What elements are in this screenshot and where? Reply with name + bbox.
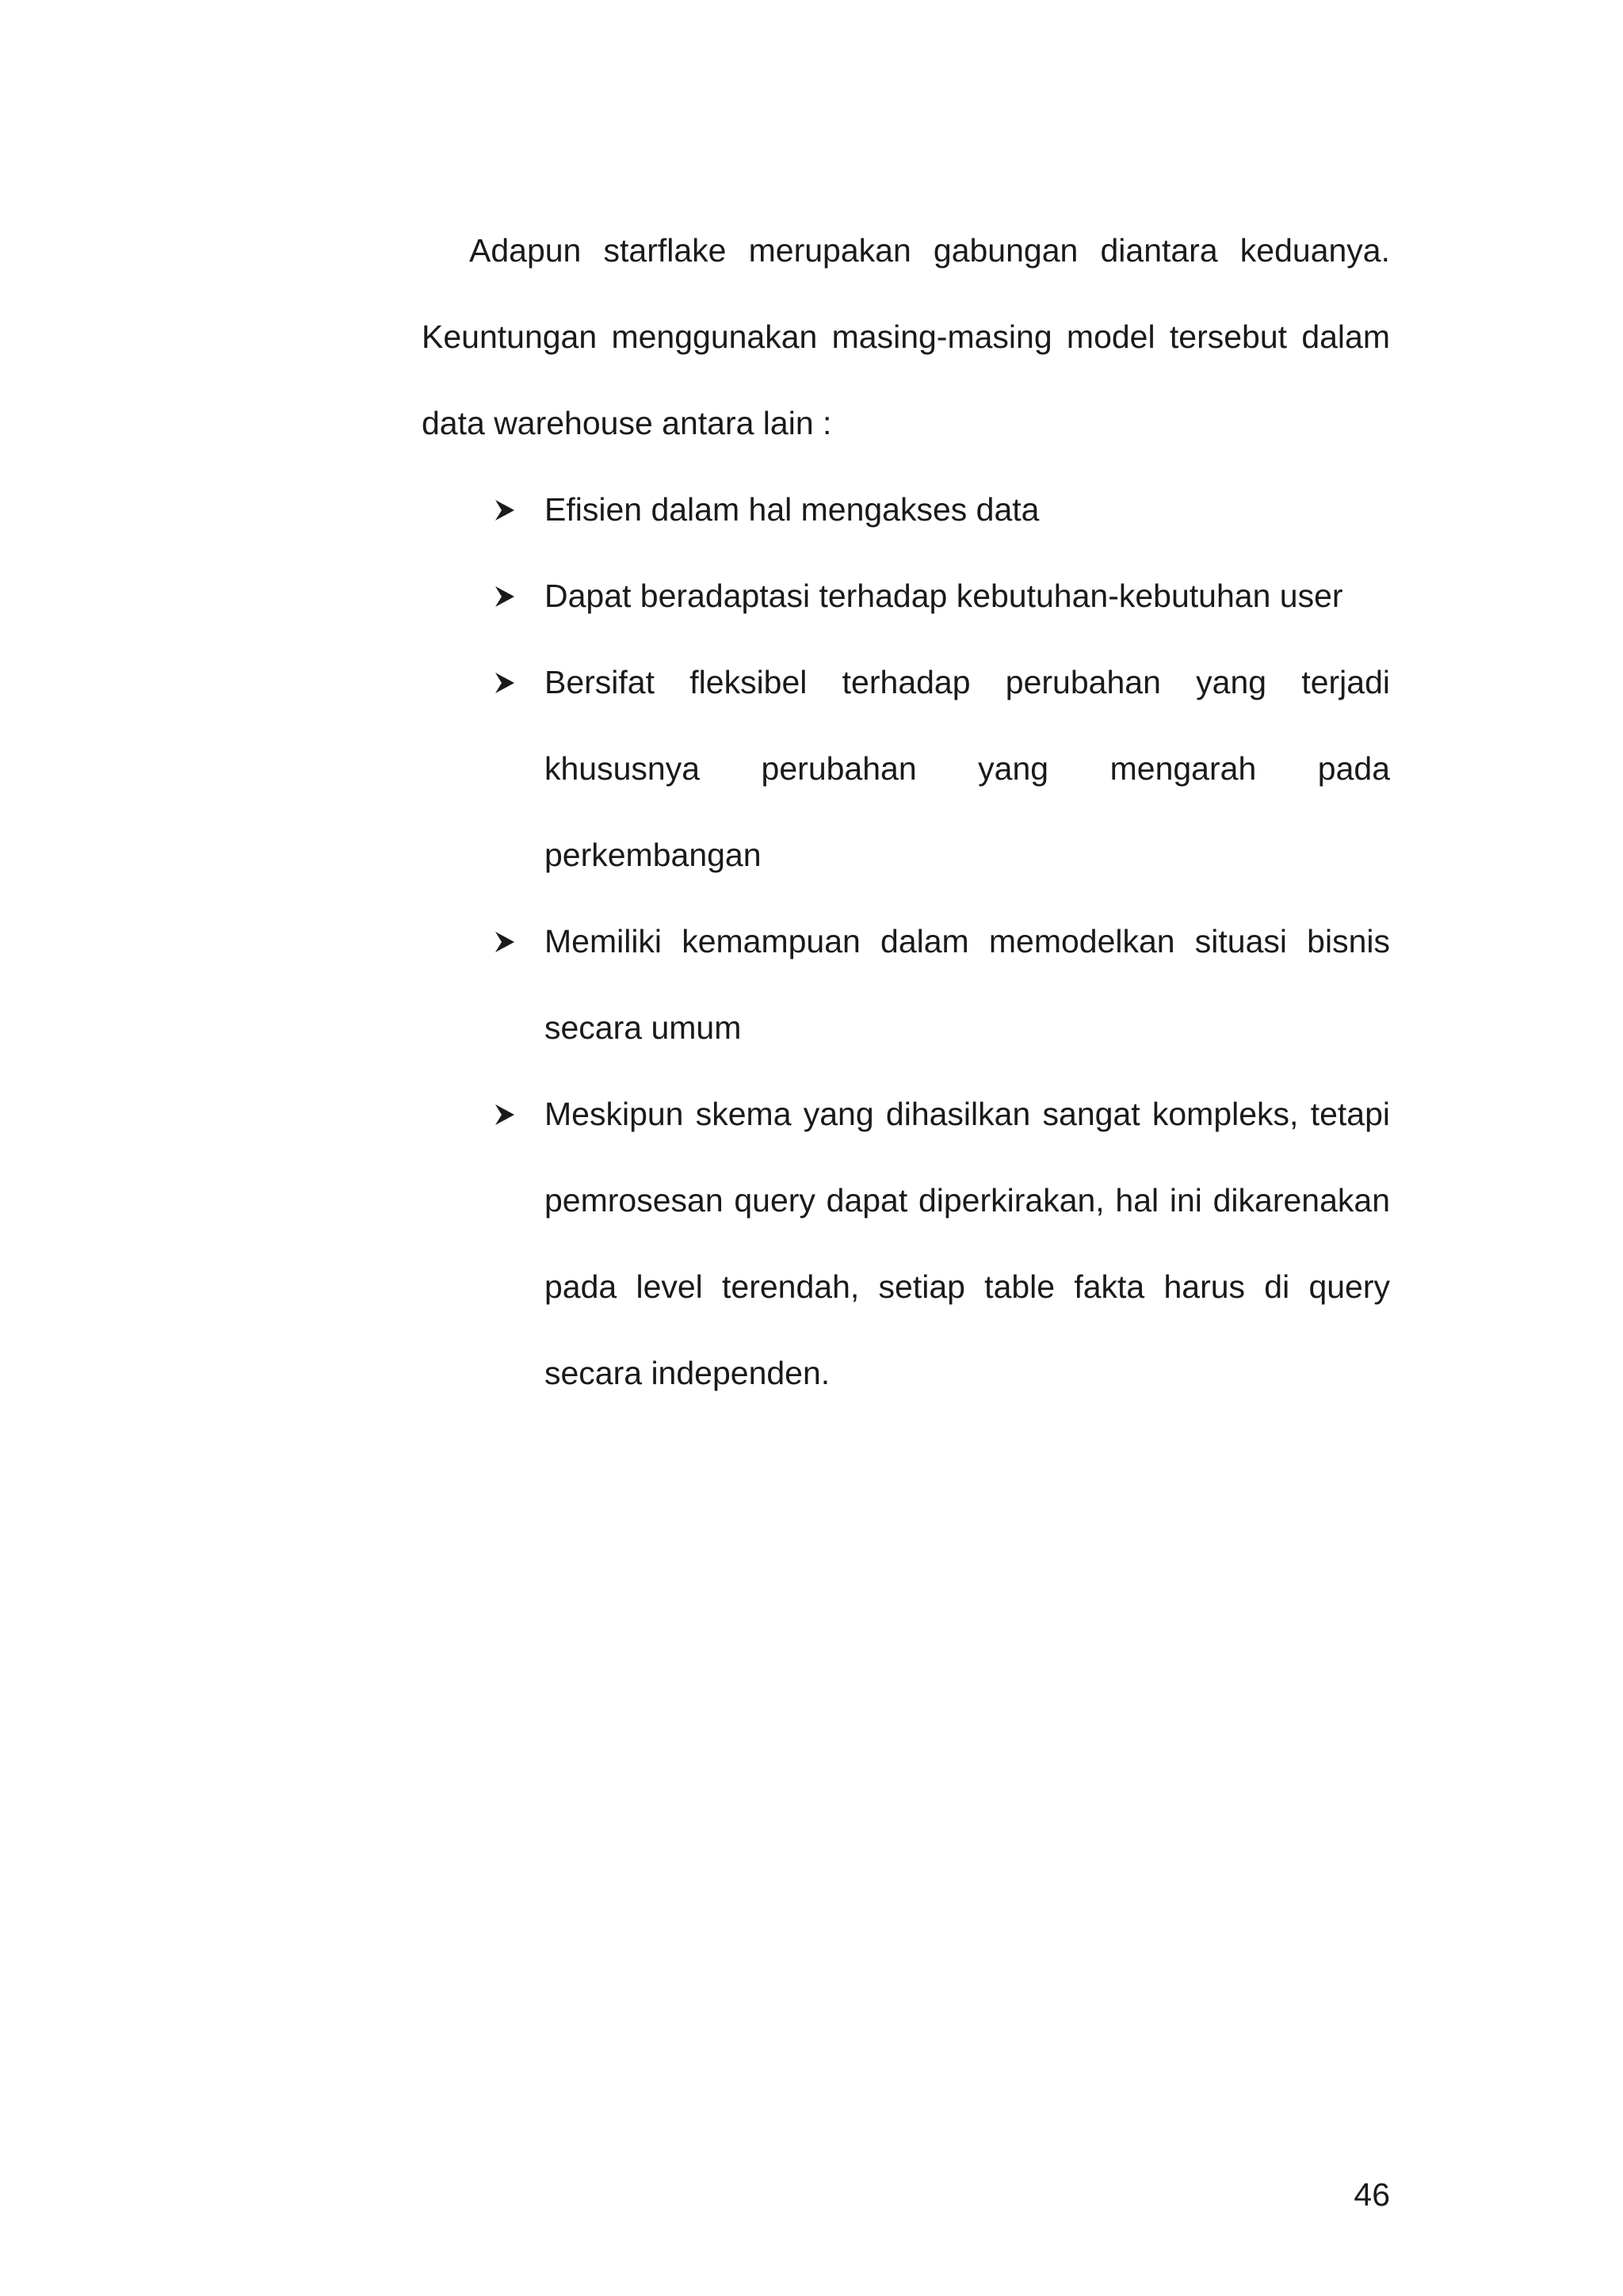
list-item	[422, 1071, 1390, 1417]
list-item-text: Dapat beradaptasi terhadap kebutuhan-kebutuhan user	[544, 578, 1343, 614]
list-item	[422, 898, 1390, 1071]
arrowhead-bullet-icon	[495, 1071, 526, 1158]
arrowhead-bullet-icon	[495, 553, 526, 639]
arrowhead-bullet-icon	[495, 467, 526, 553]
arrowhead-bullet-icon	[495, 898, 526, 985]
list-item	[422, 639, 1390, 898]
list-item-text: Bersifat fleksibel terhadap perubahan yang terjadi khususnya perubahan yang mengarah pada perkembangan	[544, 664, 1390, 873]
advantages-list	[422, 467, 1390, 1417]
list-item-text: Efisien dalam hal mengakses data	[544, 491, 1040, 528]
list-item-text: Memiliki kemampuan dalam memodelkan situasi bisnis secara umum	[544, 923, 1390, 1046]
intro-paragraph: Adapun starflake merupakan gabungan diantara keduanya. Keuntungan menggunakan masing-masing model tersebut dalam data warehouse antara lain :	[422, 232, 1390, 441]
list-item	[422, 467, 1390, 553]
page-body	[422, 208, 1390, 1417]
list-item-text: Meskipun skema yang dihasilkan sangat kompleks, tetapi pemrosesan query dapat diperkirakan, hal ini dikarenakan pada level terendah, setiap table fakta harus di query secara independen.	[544, 1096, 1390, 1391]
arrowhead-bullet-icon	[495, 639, 526, 726]
page-number: 46	[1354, 2176, 1390, 2213]
list-item	[422, 553, 1390, 639]
